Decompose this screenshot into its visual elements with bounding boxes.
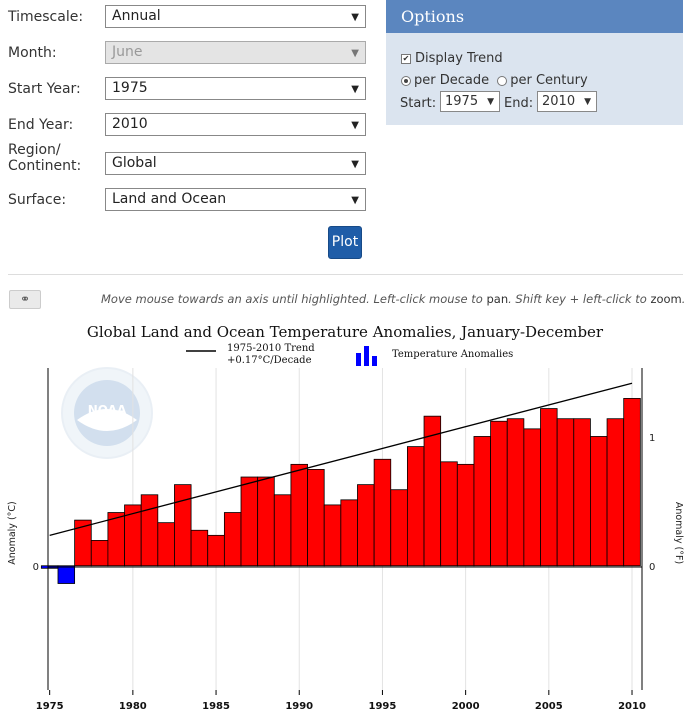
display-trend-checkbox[interactable]: ✔ [402, 53, 410, 63]
bar-1978[interactable] [91, 540, 108, 565]
bar-1979[interactable] [108, 513, 125, 566]
x-tick-label: 2000 [451, 701, 480, 712]
bar-1986[interactable] [224, 513, 241, 566]
hint-zoom: zoom [650, 292, 682, 306]
surface-select[interactable] [105, 188, 366, 211]
x-tick-label: 2010 [618, 701, 646, 712]
end-year-select[interactable] [105, 113, 366, 136]
display-trend-label: Display Trend [415, 51, 503, 66]
per-decade-radio[interactable] [401, 76, 411, 86]
bar-1995[interactable] [374, 459, 391, 565]
bar-1984[interactable] [191, 530, 208, 565]
chart-title: Global Land and Ocean Temperature Anomalies, January-December [86, 323, 604, 341]
bar-1992[interactable] [324, 505, 341, 566]
bar-2001[interactable] [474, 436, 491, 565]
divider [8, 274, 683, 275]
bar-2009[interactable] [607, 419, 624, 566]
surface-label: Surface: [8, 192, 67, 208]
trend-end-label: End: [504, 96, 534, 111]
bar-1994[interactable] [357, 485, 374, 566]
legend-trend-line2: +0.17°C/Decade [227, 355, 312, 366]
month-value: June [112, 44, 143, 60]
legend-bar-swatch-1 [356, 353, 361, 366]
permalink-button[interactable] [9, 290, 41, 309]
hint-text-2: . Shift key + left-click to [508, 292, 651, 306]
per-decade-label: per Decade [414, 73, 490, 88]
per-century-radio[interactable] [497, 76, 507, 86]
bar-2010[interactable] [624, 398, 641, 565]
bar-2007[interactable] [574, 419, 591, 566]
bar-2002[interactable] [491, 421, 508, 566]
start-year-value: 1975 [112, 80, 148, 96]
hint-text-3: . [681, 292, 686, 306]
bar-1976[interactable] [58, 566, 75, 584]
region-label [8, 142, 81, 174]
hint-pan: pan [486, 292, 509, 306]
y-axis-label-left: Anomaly (°C) [7, 501, 18, 565]
x-tick-label: 1990 [285, 701, 314, 712]
chevron-down-icon: ▼ [584, 97, 591, 107]
month-label: Month: [8, 45, 57, 61]
timescale-value: Annual [112, 8, 161, 24]
bar-1987[interactable] [241, 477, 258, 566]
bar-2005[interactable] [541, 409, 558, 566]
bar-1990[interactable] [291, 464, 308, 565]
options-panel [386, 0, 683, 125]
y-right-tick-1: 1 [649, 433, 656, 444]
trend-start-value: 1975 [445, 94, 479, 109]
chevron-down-icon: ▼ [351, 48, 359, 59]
legend-bars-label: Temperature Anomalies [392, 349, 514, 360]
trend-end-value: 2010 [542, 94, 576, 109]
chevron-down-icon: ▼ [351, 120, 359, 131]
end-year-value: 2010 [112, 116, 148, 132]
bar-1991[interactable] [308, 469, 325, 565]
y-axis-label-right: Anomaly (°F) [673, 501, 684, 565]
svg-text:NOAA: NOAA [87, 403, 127, 417]
bar-1997[interactable] [407, 447, 424, 566]
chart-legend [186, 343, 513, 366]
region-label-line2: Continent: [8, 158, 82, 174]
bar-1983[interactable] [174, 485, 191, 566]
x-tick-label: 1975 [35, 701, 64, 712]
chevron-down-icon: ▼ [351, 84, 359, 95]
display-trend-row [401, 51, 503, 66]
start-year-label: Start Year: [8, 81, 81, 97]
trend-unit-row [401, 73, 588, 88]
bar-1981[interactable] [141, 495, 158, 566]
bar-2008[interactable] [590, 436, 607, 565]
legend-trend-line1: 1975-2010 Trend [227, 343, 315, 354]
y-left-tick-0: 0 [32, 562, 39, 573]
surface-value: Land and Ocean [112, 191, 227, 207]
region-select[interactable] [105, 152, 366, 175]
bar-2003[interactable] [507, 419, 524, 566]
timescale-select[interactable] [105, 5, 366, 28]
link-icon: ⚭ [19, 292, 31, 306]
bar-2006[interactable] [557, 419, 574, 566]
x-tick-label: 1985 [202, 701, 230, 712]
bar-1998[interactable] [424, 416, 441, 566]
bar-1982[interactable] [158, 523, 175, 566]
chart-hint [101, 292, 685, 306]
x-tick-label: 1995 [368, 701, 397, 712]
bar-2000[interactable] [457, 464, 474, 565]
plot-button[interactable]: Plot [328, 226, 362, 259]
anomaly-chart[interactable] [0, 318, 692, 725]
trend-start-select[interactable] [440, 91, 500, 112]
chevron-down-icon: ▼ [351, 195, 359, 206]
bar-1996[interactable] [391, 490, 408, 566]
start-year-select[interactable] [105, 77, 366, 100]
x-tick-label: 2005 [534, 701, 563, 712]
region-label-line1: Region/ [8, 142, 61, 158]
x-tick-label: 1980 [118, 701, 147, 712]
bar-1988[interactable] [258, 477, 275, 566]
x-axis-ticks[interactable] [36, 690, 646, 712]
bar-2004[interactable] [524, 429, 541, 566]
end-year-label: End Year: [8, 117, 74, 133]
options-title: Options [386, 0, 683, 33]
legend-bar-swatch-2 [364, 346, 369, 366]
trend-end-select[interactable] [537, 91, 597, 112]
chevron-down-icon: ▼ [351, 159, 359, 170]
bar-1993[interactable] [341, 500, 358, 566]
region-value: Global [112, 155, 157, 171]
bar-1999[interactable] [441, 462, 458, 566]
hint-text-1: Move mouse towards an axis until highlighted. Left-click mouse to [101, 292, 487, 306]
per-century-label: per Century [510, 73, 588, 88]
chevron-down-icon: ▼ [351, 12, 359, 23]
noaa-logo [62, 368, 152, 458]
chevron-down-icon: ▼ [487, 97, 494, 107]
bar-1985[interactable] [208, 535, 225, 565]
legend-bar-swatch-3 [372, 356, 377, 366]
trend-start-label: Start: [400, 96, 437, 111]
month-select [105, 41, 366, 64]
y-right-tick-0: 0 [649, 562, 656, 573]
timescale-label: Timescale: [8, 9, 84, 25]
bar-1989[interactable] [274, 495, 291, 566]
